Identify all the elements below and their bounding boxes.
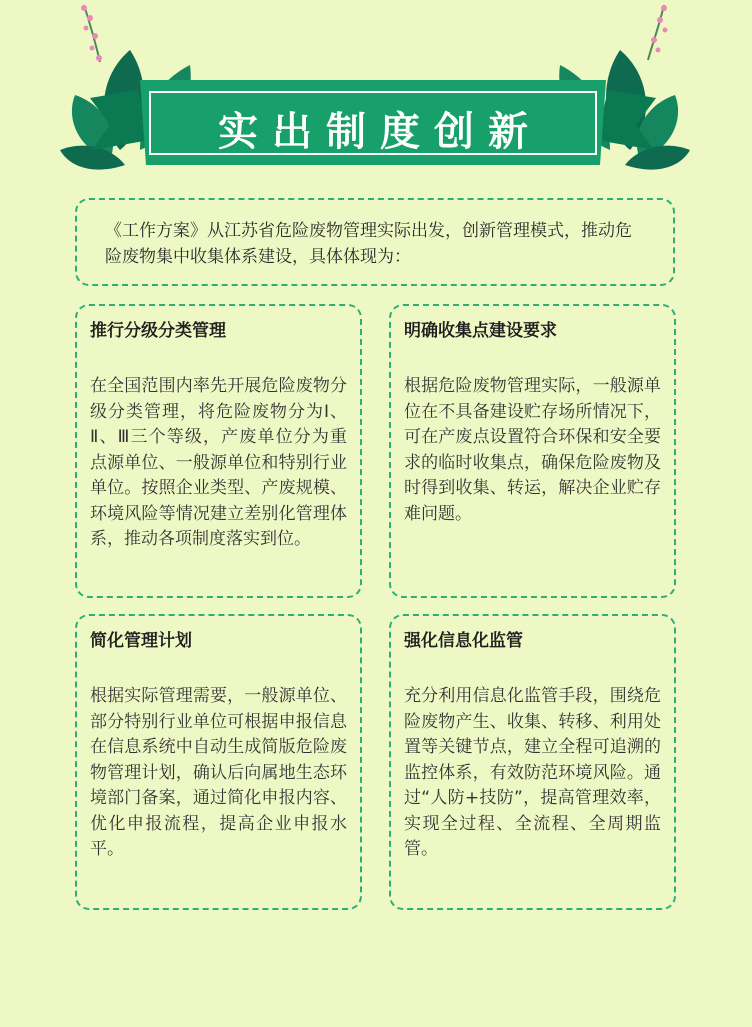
title-banner	[138, 78, 608, 178]
card-body: 在全国范围内率先开展危险废物分级分类管理，将危险废物分为Ⅰ、Ⅱ、Ⅲ三个等级，产废单位分为重点源单位、一般源单位和特别行业单位。按照企业类型、产废规模、环境风险等情况建立差别化管理体系，推动各项制度落实到位。	[90, 376, 347, 549]
card-classification-management	[75, 304, 362, 598]
card-information-supervision	[389, 614, 676, 910]
right-flower-icon	[648, 5, 668, 60]
card-collection-point-requirements	[389, 304, 676, 598]
card-body: 根据实际管理需要，一般源单位、部分特别行业单位可根据申报信息在信息系统中自动生成简版危险废物管理计划，确认后向属地生态环境部门备案，通过简化申报内容、优化申报流程，提高企业申报水平。	[90, 686, 347, 859]
intro-box	[75, 198, 675, 286]
left-flower-icon	[81, 5, 102, 62]
card-title: 强化信息化监管	[404, 631, 523, 651]
page-title: 实出制度创新	[218, 108, 542, 155]
card-title: 明确收集点建设要求	[404, 321, 557, 341]
card-body: 充分利用信息化监管手段，围绕危险废物产生、收集、转移、利用处置等关键节点，建立全程可追溯的监控体系，有效防范环境风险。通过“人防+技防”，提高管理效率，实现全过程、全流程、全周期监管。	[404, 686, 661, 859]
intro-text: 《工作方案》从江苏省危险废物管理实际出发，创新管理模式，推动危险废物集中收集体系建设，具体体现为：	[105, 221, 632, 267]
card-title: 简化管理计划	[90, 631, 192, 651]
card-simplified-plan	[75, 614, 362, 910]
card-title: 推行分级分类管理	[90, 321, 226, 341]
card-body: 根据危险废物管理实际，一般源单位在不具备建设贮存场所情况下，可在产废点设置符合环保和安全要求的临时收集点，确保危险废物及时得到收集、转运，解决企业贮存难问题。	[404, 376, 661, 524]
